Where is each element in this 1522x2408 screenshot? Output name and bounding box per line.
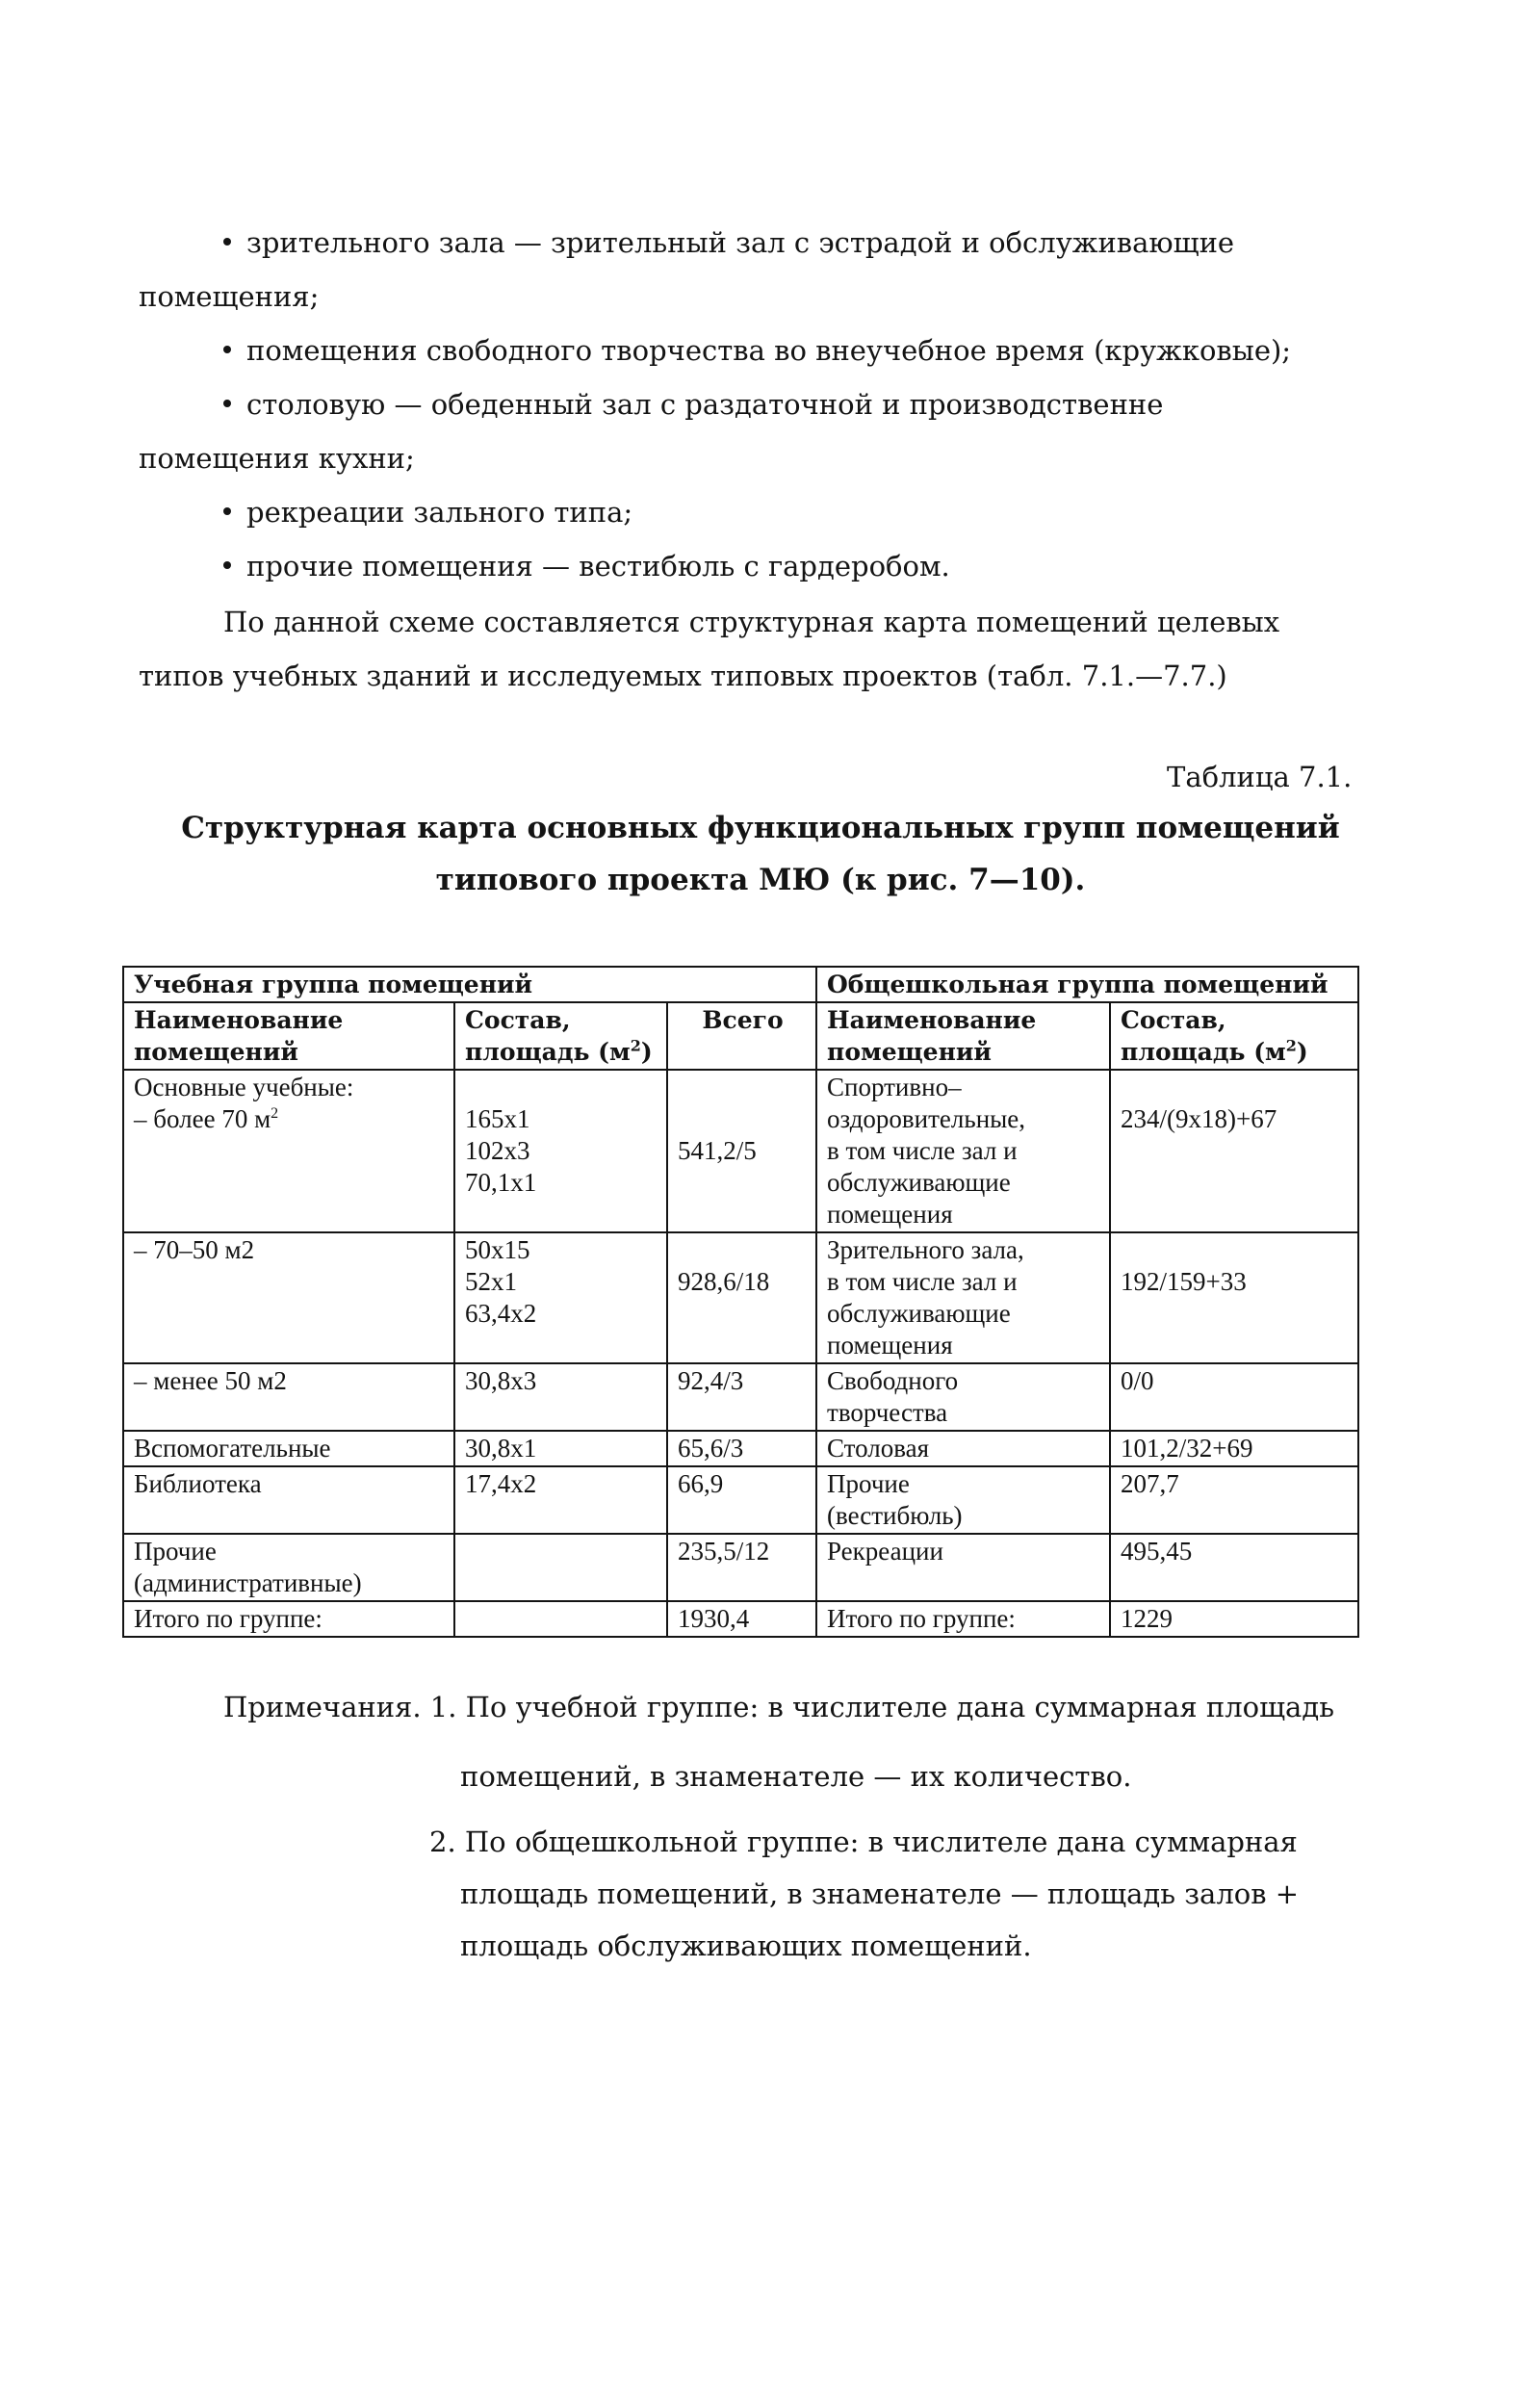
cell-name-right: Рекреации bbox=[816, 1534, 1110, 1601]
cell-name-right: Прочие (вестибюль) bbox=[816, 1466, 1110, 1534]
cell-composition-right: 192/159+33 bbox=[1110, 1232, 1358, 1363]
cell-total: 235,5/12 bbox=[667, 1534, 816, 1601]
bullet-4 bbox=[223, 495, 632, 530]
superscript: 2 bbox=[271, 1105, 279, 1122]
bullet-1-cont: помещения; bbox=[139, 280, 320, 313]
cell-composition: 17,4x2 bbox=[454, 1466, 667, 1534]
bullet-3-text: столовую — обеденный зал с раздаточной и производственне bbox=[246, 388, 1164, 421]
col-header-composition-right-text: Состав, площадь (м bbox=[1121, 1006, 1286, 1066]
cell-name-text: Библиотека bbox=[134, 1469, 262, 1498]
cell-name-text: – 70–50 м2 bbox=[134, 1235, 255, 1264]
cell-name-right: Столовая bbox=[816, 1431, 1110, 1466]
note-1-line-1: 1. По учебной группе: в числителе дана суммарная площадь bbox=[429, 1691, 1334, 1723]
paragraph-line-2: типов учебных зданий и исследуемых типовых проектов (табл. 7.1.—7.7.) bbox=[139, 660, 1227, 692]
bullet-4-text: рекреации зального типа; bbox=[246, 496, 633, 529]
cell-name-text: Итого по группе: bbox=[134, 1604, 322, 1633]
cell-name bbox=[123, 1070, 454, 1232]
structure-table bbox=[122, 966, 1359, 1638]
table-caption: Таблица 7.1. bbox=[1167, 761, 1353, 793]
cell-name-text: Основные учебные: – более 70 м bbox=[134, 1073, 354, 1133]
col-header-name-right: Наименование помещений bbox=[816, 1002, 1110, 1070]
paragraph-line-1: По данной схеме составляется структурная карта помещений целевых bbox=[223, 606, 1280, 638]
bullet-dot-icon bbox=[223, 507, 231, 515]
note-1-line-2: помещений, в знаменателе — их количество. bbox=[460, 1760, 1132, 1793]
notes-label: Примечания. bbox=[223, 1691, 422, 1723]
table-row bbox=[123, 1070, 1358, 1232]
group-header-left: Учебная группа помещений bbox=[123, 967, 816, 1002]
bullet-dot-icon bbox=[223, 346, 231, 353]
col-header-composition-left-text: Состав, площадь (м bbox=[465, 1006, 631, 1066]
cell-composition-right: 234/(9x18)+67 bbox=[1110, 1070, 1358, 1232]
table-title-line-1: Структурная карта основных функциональных групп помещений bbox=[181, 811, 1340, 845]
group-header-row bbox=[123, 967, 1358, 1002]
superscript: 2 bbox=[1285, 1036, 1297, 1055]
cell-name bbox=[123, 1601, 454, 1637]
col-header-total: Всего bbox=[667, 1002, 816, 1070]
bullet-2 bbox=[223, 333, 1291, 368]
superscript: 2 bbox=[630, 1036, 641, 1055]
cell-composition-right: 1229 bbox=[1110, 1601, 1358, 1637]
cell-total: 928,6/18 bbox=[667, 1232, 816, 1363]
cell-composition: 165x1 102x3 70,1x1 bbox=[454, 1070, 667, 1232]
bullet-3 bbox=[223, 387, 1163, 422]
note-2-line-2: площадь помещений, в знаменателе — площадь залов + bbox=[460, 1877, 1300, 1910]
cell-name bbox=[123, 1534, 454, 1601]
cell-name-text: – менее 50 м2 bbox=[134, 1366, 287, 1395]
table-row bbox=[123, 1466, 1358, 1534]
cell-name-text: Прочие (административные) bbox=[134, 1537, 362, 1597]
table-row bbox=[123, 1534, 1358, 1601]
bullet-5 bbox=[223, 549, 950, 583]
cell-name bbox=[123, 1363, 454, 1431]
table-row-total bbox=[123, 1601, 1358, 1637]
note-2-line-3: площадь обслуживающих помещений. bbox=[460, 1929, 1032, 1962]
bullet-3-cont: помещения кухни; bbox=[139, 442, 415, 475]
group-header-right: Общешкольная группа помещений bbox=[816, 967, 1358, 1002]
cell-composition-right: 495,45 bbox=[1110, 1534, 1358, 1601]
bullet-2-text: помещения свободного творчества во внеучебное время (кружковые); bbox=[246, 334, 1292, 367]
col-header-composition-right bbox=[1110, 1002, 1358, 1070]
table-row bbox=[123, 1232, 1358, 1363]
cell-composition-right: 101,2/32+69 bbox=[1110, 1431, 1358, 1466]
column-header-row bbox=[123, 1002, 1358, 1070]
col-header-composition-left-tail: ) bbox=[640, 1038, 653, 1066]
notes-line-1 bbox=[223, 1691, 1334, 1723]
col-header-composition-left bbox=[454, 1002, 667, 1070]
bullet-1-text: зрительного зала — зрительный зал с эстрадой и обслуживающие bbox=[246, 226, 1235, 259]
table-row bbox=[123, 1363, 1358, 1431]
bullet-1 bbox=[223, 225, 1234, 260]
cell-composition: 30,8x1 bbox=[454, 1431, 667, 1466]
bullet-dot-icon bbox=[223, 238, 231, 246]
bullet-5-text: прочие помещения — вестибюль с гардеробом. bbox=[246, 550, 950, 583]
col-header-composition-right-tail: ) bbox=[1296, 1038, 1308, 1066]
cell-total: 92,4/3 bbox=[667, 1363, 816, 1431]
cell-total: 541,2/5 bbox=[667, 1070, 816, 1232]
cell-composition-right: 0/0 bbox=[1110, 1363, 1358, 1431]
cell-name-text: Вспомогательные bbox=[134, 1434, 331, 1463]
cell-composition bbox=[454, 1534, 667, 1601]
cell-composition bbox=[454, 1601, 667, 1637]
cell-name bbox=[123, 1466, 454, 1534]
cell-composition-right: 207,7 bbox=[1110, 1466, 1358, 1534]
bullet-dot-icon bbox=[223, 561, 231, 569]
cell-name-right: Зрительного зала, в том числе зал и обслуживающие помещения bbox=[816, 1232, 1110, 1363]
cell-name bbox=[123, 1232, 454, 1363]
table-row bbox=[123, 1431, 1358, 1466]
cell-composition: 30,8x3 bbox=[454, 1363, 667, 1431]
note-2-line-1: 2. По общешкольной группе: в числителе дана суммарная bbox=[429, 1825, 1298, 1858]
table-title-line-2: типового проекта МЮ (к рис. 7—10). bbox=[435, 863, 1086, 897]
cell-name bbox=[123, 1431, 454, 1466]
cell-name-right: Итого по группе: bbox=[816, 1601, 1110, 1637]
cell-name-right: Спортивно– оздоровительные, в том числе зал и обслуживающие помещения bbox=[816, 1070, 1110, 1232]
cell-composition: 50x15 52x1 63,4x2 bbox=[454, 1232, 667, 1363]
cell-total: 1930,4 bbox=[667, 1601, 816, 1637]
cell-total: 65,6/3 bbox=[667, 1431, 816, 1466]
cell-name-right: Свободного творчества bbox=[816, 1363, 1110, 1431]
bullet-dot-icon bbox=[223, 400, 231, 407]
col-header-name-left: Наименование помещений bbox=[123, 1002, 454, 1070]
cell-total: 66,9 bbox=[667, 1466, 816, 1534]
